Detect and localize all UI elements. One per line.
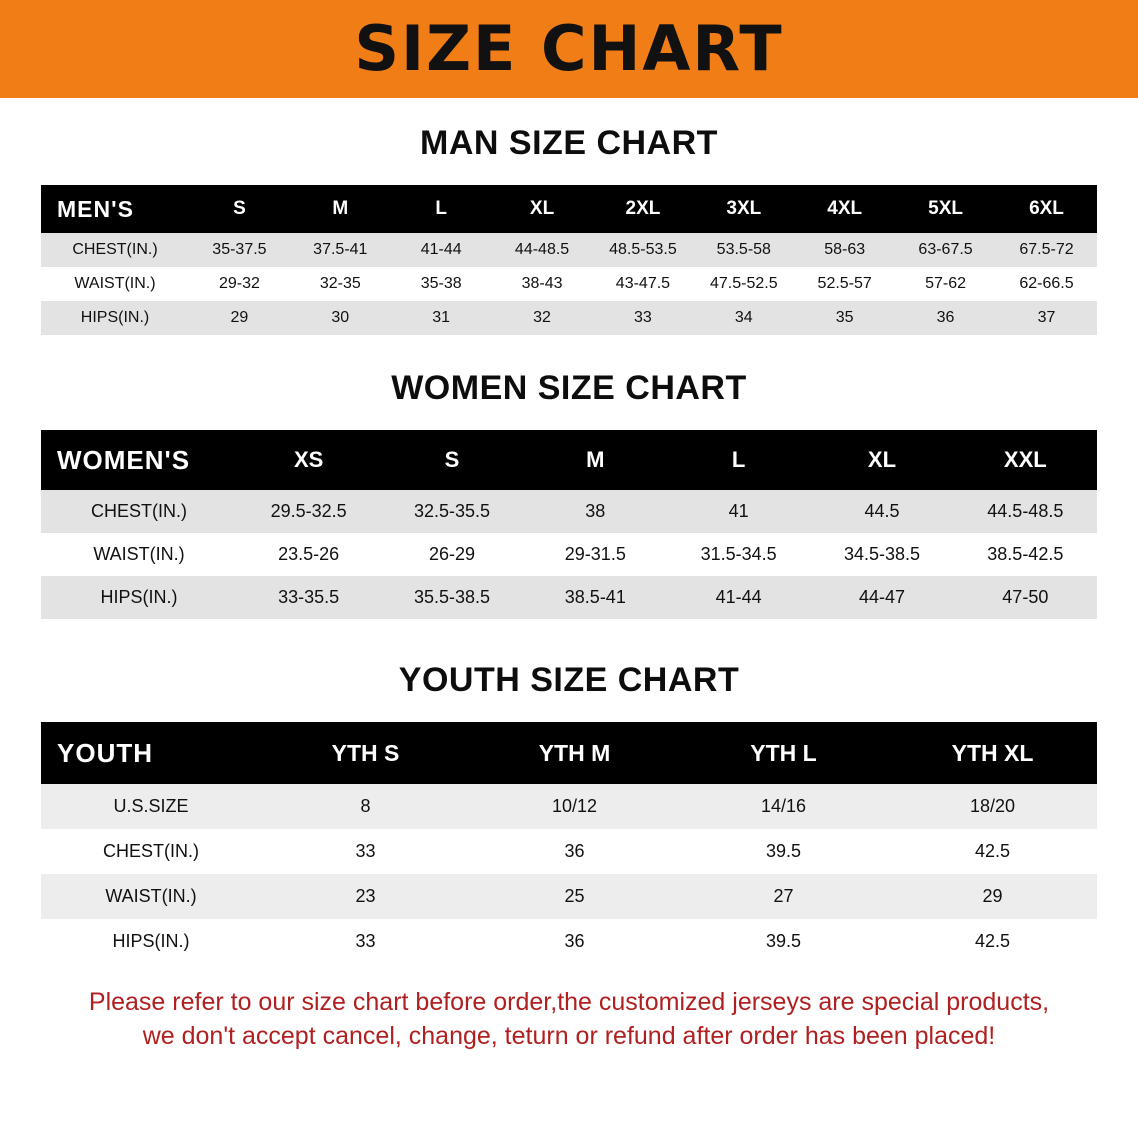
youth-col-header: YTH XL (888, 722, 1097, 784)
table-row (41, 576, 1097, 619)
women-cell: 44.5 (810, 490, 953, 533)
youth-cell: 42.5 (888, 829, 1097, 874)
disclaimer-line-1: Please refer to our size chart before order,the customized jerseys are special products, (88, 988, 1050, 1016)
page-title: SIZE CHART (354, 12, 784, 85)
men-cell: 35-38 (391, 267, 492, 301)
youth-cell: 39.5 (679, 829, 888, 874)
men-col-header: M (290, 185, 391, 233)
youth-cell: 8 (261, 784, 470, 829)
men-col-header: 6XL (996, 185, 1097, 233)
women-section-title: WOMEN SIZE CHART (391, 369, 747, 407)
men-cell: 29-32 (189, 267, 290, 301)
men-cell: 58-63 (794, 233, 895, 267)
table-row (41, 233, 1097, 267)
table-row (41, 301, 1097, 335)
women-table-corner-label: WOMEN'S (41, 430, 237, 490)
men-col-header: 5XL (895, 185, 996, 233)
men-cell: 67.5-72 (996, 233, 1097, 267)
disclaimer-note (34, 986, 1104, 1054)
men-col-header: L (391, 185, 492, 233)
men-cell: 35-37.5 (189, 233, 290, 267)
men-size-table (41, 185, 1097, 335)
women-col-header: S (380, 430, 523, 490)
men-cell: 32-35 (290, 267, 391, 301)
men-cell: 33 (593, 301, 694, 335)
women-size-table (41, 430, 1097, 619)
women-cell: 34.5-38.5 (810, 533, 953, 576)
men-cell: 38-43 (492, 267, 593, 301)
men-cell: 37 (996, 301, 1097, 335)
men-col-header: 2XL (593, 185, 694, 233)
women-cell: 47-50 (954, 576, 1097, 619)
women-cell: 41-44 (667, 576, 810, 619)
women-cell: 26-29 (380, 533, 523, 576)
disclaimer-line-2: we don't accept cancel, change, teturn or refund after order has been placed! (142, 1021, 996, 1050)
men-cell: 48.5-53.5 (593, 233, 694, 267)
women-cell: 29-31.5 (524, 533, 667, 576)
women-col-header: M (524, 430, 667, 490)
youth-cell: 25 (470, 874, 679, 919)
women-cell: 31.5-34.5 (667, 533, 810, 576)
table-row (41, 874, 1097, 919)
youth-row-label: CHEST(IN.) (41, 829, 261, 874)
women-row-label: WAIST(IN.) (41, 533, 237, 576)
youth-col-header: YTH S (261, 722, 470, 784)
youth-row-label: HIPS(IN.) (41, 919, 261, 964)
men-cell: 32 (492, 301, 593, 335)
men-cell: 35 (794, 301, 895, 335)
men-cell: 31 (391, 301, 492, 335)
women-cell: 33-35.5 (237, 576, 380, 619)
women-col-header: XS (237, 430, 380, 490)
men-cell: 34 (693, 301, 794, 335)
youth-cell: 42.5 (888, 919, 1097, 964)
men-cell: 44-48.5 (492, 233, 593, 267)
men-cell: 62-66.5 (996, 267, 1097, 301)
youth-cell: 39.5 (679, 919, 888, 964)
youth-table-header-row (41, 722, 1097, 784)
men-cell: 30 (290, 301, 391, 335)
youth-cell: 14/16 (679, 784, 888, 829)
men-cell: 57-62 (895, 267, 996, 301)
women-col-header: XXL (954, 430, 1097, 490)
table-row (41, 533, 1097, 576)
women-row-label: CHEST(IN.) (41, 490, 237, 533)
men-col-header: 4XL (794, 185, 895, 233)
youth-col-header: YTH M (470, 722, 679, 784)
men-row-label: CHEST(IN.) (41, 233, 189, 267)
men-cell: 41-44 (391, 233, 492, 267)
men-col-header: 3XL (693, 185, 794, 233)
men-cell: 29 (189, 301, 290, 335)
women-cell: 44-47 (810, 576, 953, 619)
women-col-header: XL (810, 430, 953, 490)
women-table-header-row (41, 430, 1097, 490)
women-cell: 41 (667, 490, 810, 533)
men-table-corner-label: MEN'S (41, 185, 189, 233)
women-cell: 38.5-42.5 (954, 533, 1097, 576)
men-cell: 47.5-52.5 (693, 267, 794, 301)
women-cell: 32.5-35.5 (380, 490, 523, 533)
women-row-label: HIPS(IN.) (41, 576, 237, 619)
men-table-header-row (41, 185, 1097, 233)
table-row (41, 829, 1097, 874)
table-row (41, 784, 1097, 829)
women-cell: 44.5-48.5 (954, 490, 1097, 533)
women-cell: 29.5-32.5 (237, 490, 380, 533)
youth-cell: 33 (261, 919, 470, 964)
women-cell: 35.5-38.5 (380, 576, 523, 619)
table-row (41, 267, 1097, 301)
youth-row-label: U.S.SIZE (41, 784, 261, 829)
women-col-header: L (667, 430, 810, 490)
youth-cell: 33 (261, 829, 470, 874)
youth-cell: 36 (470, 919, 679, 964)
women-cell: 38.5-41 (524, 576, 667, 619)
men-col-header: S (189, 185, 290, 233)
men-cell: 43-47.5 (593, 267, 694, 301)
youth-cell: 29 (888, 874, 1097, 919)
youth-table-corner-label: YOUTH (41, 722, 261, 784)
youth-col-header: YTH L (679, 722, 888, 784)
men-col-header: XL (492, 185, 593, 233)
youth-cell: 36 (470, 829, 679, 874)
header-banner (0, 0, 1138, 98)
table-row (41, 919, 1097, 964)
women-cell: 23.5-26 (237, 533, 380, 576)
table-row (41, 490, 1097, 533)
men-cell: 37.5-41 (290, 233, 391, 267)
youth-cell: 18/20 (888, 784, 1097, 829)
men-cell: 63-67.5 (895, 233, 996, 267)
women-cell: 38 (524, 490, 667, 533)
men-row-label: WAIST(IN.) (41, 267, 189, 301)
youth-cell: 27 (679, 874, 888, 919)
men-cell: 53.5-58 (693, 233, 794, 267)
youth-cell: 10/12 (470, 784, 679, 829)
youth-row-label: WAIST(IN.) (41, 874, 261, 919)
men-row-label: HIPS(IN.) (41, 301, 189, 335)
youth-cell: 23 (261, 874, 470, 919)
men-cell: 52.5-57 (794, 267, 895, 301)
youth-size-table (41, 722, 1097, 964)
man-section-title: MAN SIZE CHART (420, 124, 718, 162)
youth-section-title: YOUTH SIZE CHART (398, 661, 740, 699)
men-cell: 36 (895, 301, 996, 335)
